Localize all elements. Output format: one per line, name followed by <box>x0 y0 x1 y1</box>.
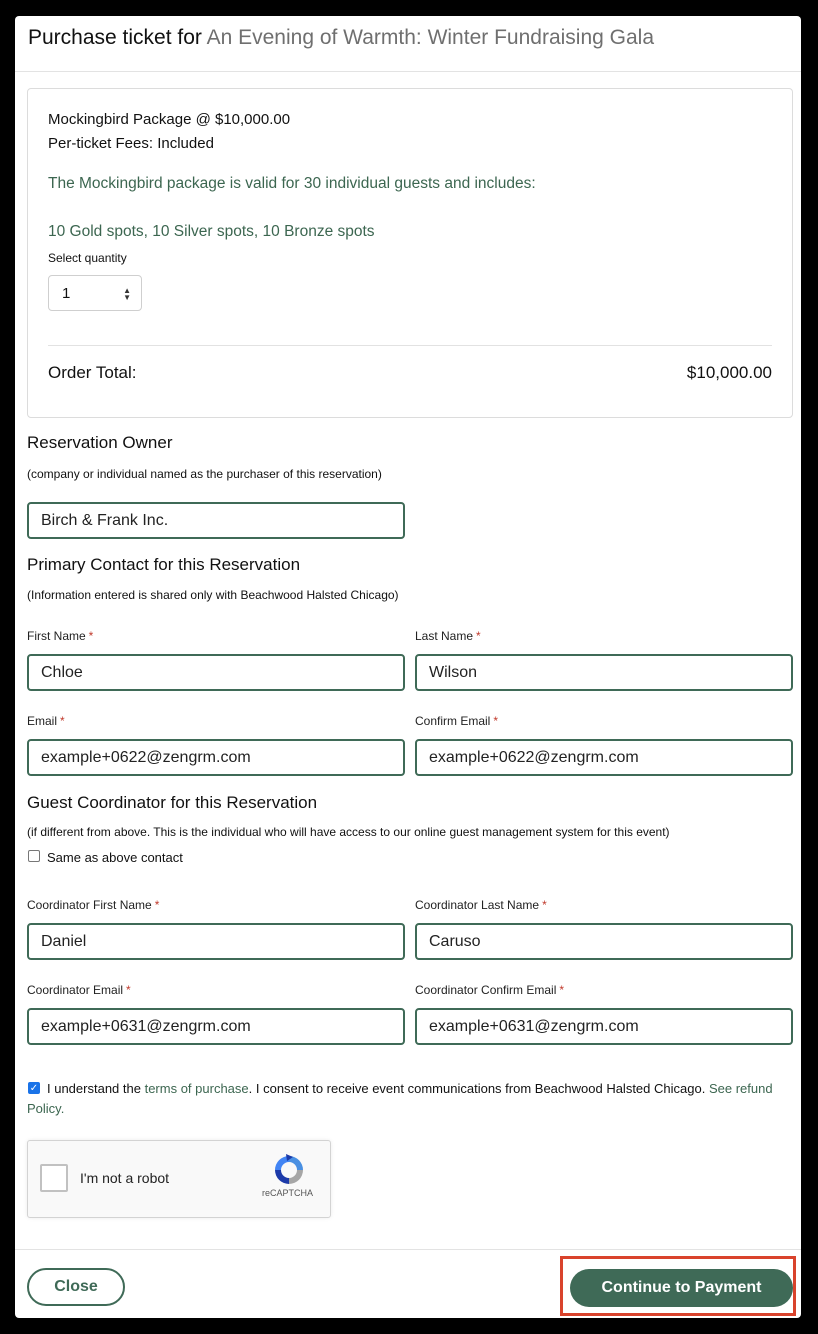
email-input[interactable]: example+0622@zengrm.com <box>27 739 405 776</box>
quantity-select[interactable] <box>48 275 142 311</box>
package-line: Mockingbird Package @ $10,000.00 <box>48 111 291 128</box>
package-description: The Mockingbird package is valid for 30 individual guests and includes: <box>48 175 536 192</box>
recaptcha-label: I'm not a robot <box>80 1170 170 1186</box>
coordinator-email-label: Coordinator Email * <box>27 983 131 997</box>
modal-title <box>28 26 654 50</box>
title-prefix: Purchase ticket for <box>28 26 202 49</box>
recaptcha-logo-icon <box>272 1153 306 1187</box>
recaptcha-brand: reCAPTCHA <box>262 1188 314 1198</box>
consent-checkbox[interactable]: ✓ <box>29 1083 39 1094</box>
first-name-label: First Name * <box>27 629 94 643</box>
last-name-input[interactable]: Wilson <box>415 654 793 691</box>
coordinator-heading: Guest Coordinator for this Reservation <box>27 793 318 812</box>
purchase-modal <box>15 16 801 1318</box>
coordinator-last-name-label: Coordinator Last Name * <box>415 898 547 912</box>
coordinator-email-input[interactable]: example+0631@zengrm.com <box>27 1008 405 1045</box>
close-button[interactable]: Close <box>27 1268 125 1306</box>
ticket-summary <box>27 88 793 418</box>
recaptcha-checkbox[interactable] <box>40 1164 68 1192</box>
confirm-email-input[interactable]: example+0622@zengrm.com <box>415 739 793 776</box>
select-arrows-icon: ▲ ▼ <box>123 286 131 302</box>
modal-header <box>15 16 801 72</box>
modal-footer <box>15 1249 801 1318</box>
quantity-value: 1 <box>62 285 71 302</box>
same-as-above-checkbox[interactable] <box>28 850 40 862</box>
coordinator-first-name-input[interactable]: Daniel <box>27 923 405 960</box>
last-name-label: Last Name * <box>415 629 481 643</box>
quantity-label: Select quantity <box>48 251 127 265</box>
order-total-label: Order Total: <box>48 363 137 382</box>
recaptcha-widget <box>27 1140 331 1218</box>
same-as-above-label: Same as above contact <box>47 850 183 865</box>
fees-line: Per-ticket Fees: Included <box>48 135 214 152</box>
coordinator-confirm-email-input[interactable]: example+0631@zengrm.com <box>415 1008 793 1045</box>
coordinator-first-name-label: Coordinator First Name * <box>27 898 160 912</box>
reservation-owner-input[interactable]: Birch & Frank Inc. <box>27 502 405 539</box>
owner-note: (company or individual named as the purchaser of this reservation) <box>27 467 382 481</box>
consent-text-before: I understand the <box>47 1081 141 1096</box>
coordinator-note: (if different from above. This is the individual who will have access to our online guest management system for this event) <box>27 825 670 839</box>
contact-note: (Information entered is shared only with Beachwood Halsted Chicago) <box>27 588 399 602</box>
email-label: Email * <box>27 714 65 728</box>
coordinator-confirm-email-label: Coordinator Confirm Email * <box>415 983 565 997</box>
consent-text-after: . I consent to receive event communications from Beachwood Halsted Chicago. <box>248 1081 706 1096</box>
refund-policy-link[interactable]: See refund Policy. <box>27 1081 773 1116</box>
owner-heading: Reservation Owner <box>27 433 173 452</box>
coordinator-last-name-input[interactable]: Caruso <box>415 923 793 960</box>
order-total-value: $10,000.00 <box>686 363 772 382</box>
summary-divider <box>48 345 772 346</box>
terms-of-purchase-link[interactable]: terms of purchase <box>144 1081 249 1096</box>
confirm-email-label: Confirm Email * <box>415 714 499 728</box>
package-includes: 10 Gold spots, 10 Silver spots, 10 Bronze spots <box>48 223 375 240</box>
consent-block <box>27 1079 787 1119</box>
event-name: An Evening of Warmth: Winter Fundraising Gala <box>206 26 655 49</box>
contact-heading: Primary Contact for this Reservation <box>27 555 301 574</box>
first-name-input[interactable]: Chloe <box>27 654 405 691</box>
continue-to-payment-button[interactable]: Continue to Payment <box>570 1269 793 1307</box>
